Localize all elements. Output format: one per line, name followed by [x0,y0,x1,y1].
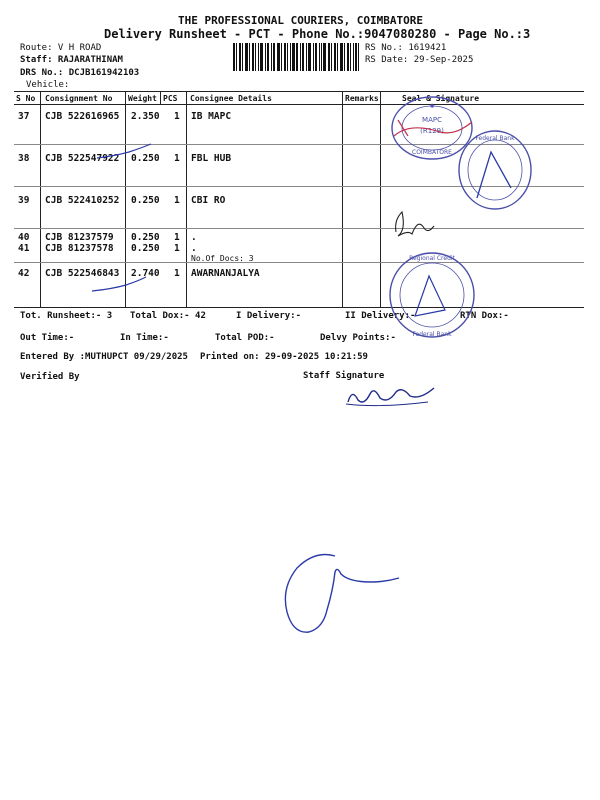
svg-text:✺: ✺ [429,103,435,110]
svg-text:Federal Bank: Federal Bank [412,331,452,338]
i-delivery: I Delivery:- [236,311,302,321]
staff-signature-label: Staff Signature [303,371,385,381]
cell-pcs: 1 [174,195,180,206]
header-consignment: Consignment No [45,94,113,103]
cell-consignee: . [191,243,197,254]
cell-consignment: CJB 81237579 [45,232,114,243]
cell-sno: 37 [18,111,30,122]
entered-by: Entered By :MUTHUPCT 09/29/2025 [20,352,188,362]
large-signature-scribble [275,548,405,643]
cell-consignee: AWARNANJALYA [191,268,260,279]
cell-sno: 38 [18,153,30,164]
cell-weight: 0.250 [131,195,160,206]
cell-sno: 39 [18,195,30,206]
barcode [233,43,359,71]
svg-text:MAPC: MAPC [422,116,442,124]
cell-consignee: . [191,232,197,243]
cell-weight: 0.250 [131,243,160,254]
delvy-points: Delvy Points:- [320,333,396,343]
pen-tick-row38 [95,142,155,162]
table-bottom-rule [14,307,584,308]
in-time: In Time:- [120,333,169,343]
cell-consignment: CJB 81237578 [45,243,114,254]
cell-sno: 40 [18,232,30,243]
printed-on: Printed on: 29-09-2025 10:21:59 [200,352,368,362]
stamp-federal-bank-2 [385,248,480,343]
row-separator [14,262,584,263]
header-seal: Seal & Signature [402,94,480,103]
runsheet-title: Delivery Runsheet - PCT - Phone No.:9047080280 - Page No.:3 [104,27,531,41]
staff-signature-scribble [340,382,440,412]
rs-date-label: RS Date: 29-Sep-2025 [365,55,474,65]
company-title: THE PROFESSIONAL COURIERS, COIMBATORE [178,14,424,27]
total-pod: Total POD:- [215,333,275,343]
col-divider-consignee [342,91,343,307]
cell-pcs: 1 [174,268,180,279]
cell-consignee: FBL HUB [191,153,232,164]
header-consignee: Consignee Details [190,94,272,103]
cell-consignee: IB MAPC [191,111,232,122]
out-time: Out Time:- [20,333,75,343]
cell-pcs: 1 [174,111,180,122]
cell-pcs: 1 [174,243,180,254]
header-pcs: PCS [163,94,178,103]
cell-sno: 42 [18,268,30,279]
header-sno: S No [16,94,36,103]
pen-tick-row42 [90,275,150,295]
cell-consignment: CJB 522616965 [45,111,120,122]
cell-consignment: CJB 522547922 [45,153,120,164]
stamp-federal-bank-1 [455,128,535,213]
table-top-rule [14,91,584,92]
row-separator [14,228,584,229]
svg-text:COIMBATORE: COIMBATORE [412,149,452,156]
cell-weight: 2.740 [131,268,160,279]
col-divider-sno [40,91,41,307]
cell-weight: 0.250 [131,232,160,243]
svg-text:Regional Credit: Regional Credit [409,255,455,262]
cell-weight: 0.250 [131,153,160,164]
svg-text:(R129): (R129) [420,127,444,135]
rtn-dox: RTN Dox:- [460,311,509,321]
header-remarks: Remarks [345,94,379,103]
header-weight: Weight [128,94,157,103]
staff-label: Staff: RAJARATHINAM [20,55,123,65]
col-divider-pcs [186,91,187,307]
table-header-rule [14,104,584,105]
route-label: Route: V H ROAD [20,43,102,53]
ii-delivery: II Delivery:- [345,311,416,321]
cell-pcs: 1 [174,232,180,243]
cell-weight: 2.350 [131,111,160,122]
verified-by: Verified By [20,372,80,382]
svg-text:Federal Bank: Federal Bank [475,135,515,142]
col-divider-weight [160,91,161,105]
total-dox: Total Dox:- 42 [130,311,206,321]
tot-runsheet: Tot. Runsheet:- 3 [20,311,113,321]
cell-consignee: CBI RO [191,195,226,206]
vehicle-label: Vehicle: [26,80,70,90]
handwritten-initials-row39 [388,200,438,245]
cell-consignment: CJB 522546843 [45,268,120,279]
cell-pcs: 1 [174,153,180,164]
cell-consignment: CJB 522410252 [45,195,120,206]
docs-note: No.Of Docs: 3 [191,254,254,263]
rs-no-label: RS No.: 1619421 [365,43,447,53]
drs-label: DRS No.: DCJB161942103 [20,68,140,78]
cell-sno: 41 [18,243,30,254]
